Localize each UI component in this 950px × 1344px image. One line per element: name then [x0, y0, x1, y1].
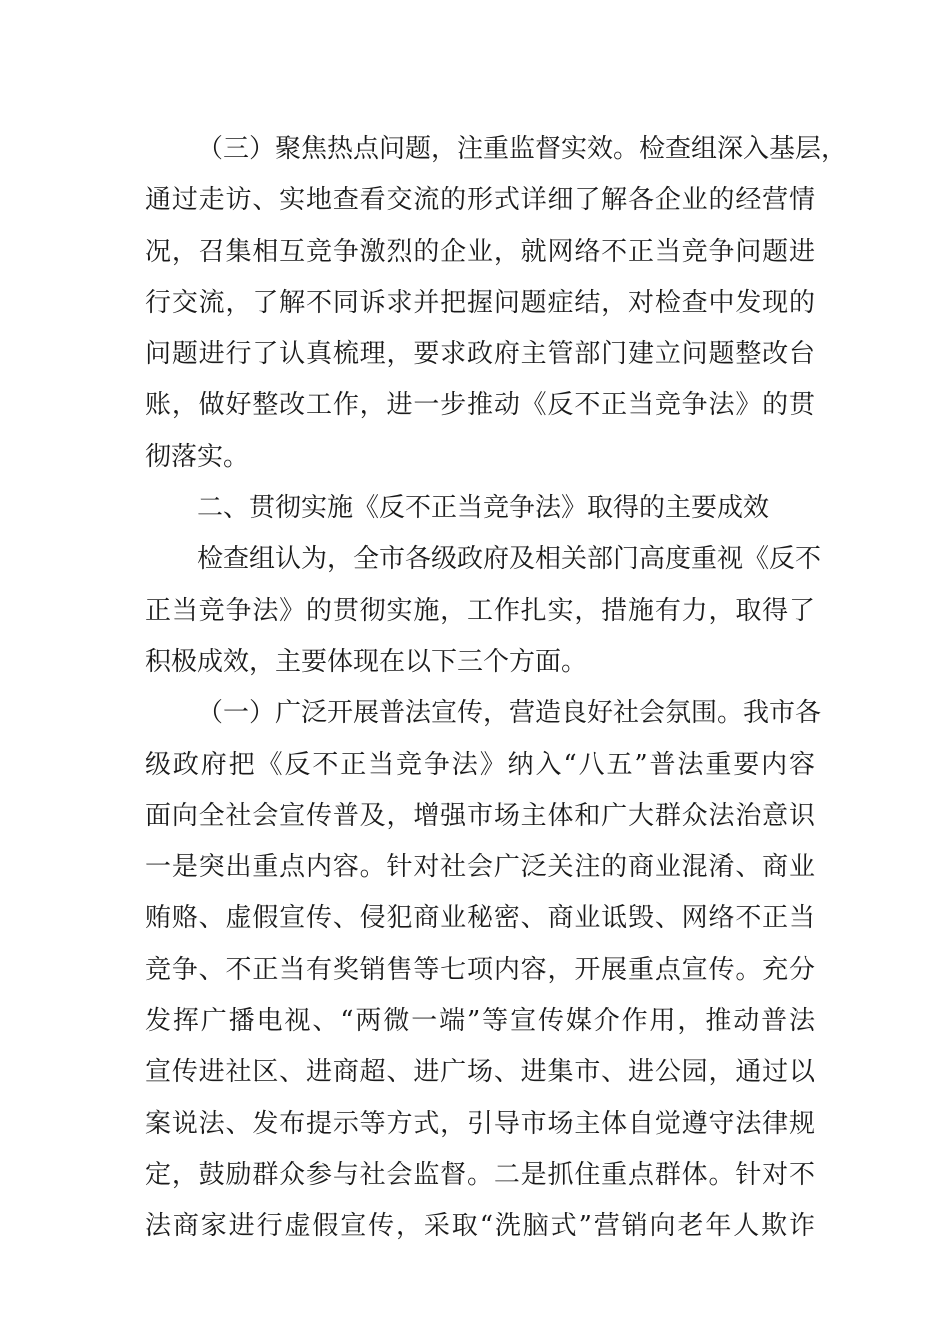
text-line: 彻落实。 — [145, 441, 250, 472]
text-line: 竞争、不正当有奖销售等七项内容，开展重点宣传。充分 — [145, 954, 815, 985]
text-line: 定，鼓励群众参与社会监督。二是抓住重点群体。针对不 — [145, 1159, 815, 1190]
text-line: 宣传进社区、进商超、进广场、进集市、进公园，通过以 — [145, 1057, 815, 1088]
text-line: 积极成效，主要体现在以下三个方面。 — [145, 646, 588, 677]
text-line: 法商家进行虚假宣传，采取“洗脑式”营销向老年人欺诈 — [145, 1211, 815, 1242]
text-line: 正当竞争法》的贯彻实施，工作扎实，措施有力，取得了 — [145, 595, 815, 626]
text-line: 一是突出重点内容。针对社会广泛关注的商业混淆、商业 — [145, 852, 815, 883]
text-line: 面向全社会宣传普及，增强市场主体和广大群众法治意识 — [145, 800, 815, 831]
text-line: 账，做好整改工作，进一步推动《反不正当竞争法》的贯 — [145, 390, 815, 421]
text-line: 通过走访、实地查看交流的形式详细了解各企业的经营情 — [145, 185, 815, 216]
text-line: （一）广泛开展普法宣传，营造良好社会氛围。我市各 — [197, 698, 822, 729]
text-line: 贿赂、虚假宣传、侵犯商业秘密、商业诋毁、网络不正当 — [145, 903, 815, 934]
text-line: （三）聚焦热点问题，注重监督实效。检查组深入基层， — [197, 134, 848, 164]
text-line: 行交流，了解不同诉求并把握问题症结，对检查中发现的 — [145, 287, 815, 318]
text-line: 案说法、发布提示等方式，引导市场主体自觉遵守法律规 — [145, 1108, 815, 1139]
text-line: 二、贯彻实施《反不正当竞争法》取得的主要成效 — [197, 493, 770, 524]
text-line: 检查组认为，全市各级政府及相关部门高度重视《反不 — [197, 544, 822, 575]
text-line: 问题进行了认真梳理，要求政府主管部门建立问题整改台 — [145, 339, 815, 370]
text-line: 发挥广播电视、“两微一端”等宣传媒介作用，推动普法 — [145, 1006, 815, 1037]
document-body — [145, 124, 848, 1253]
text-line: 级政府把《反不正当竞争法》纳入“八五”普法重要内容 — [145, 749, 815, 780]
text-line: 况，召集相互竞争激烈的企业，就网络不正当竞争问题进 — [145, 236, 815, 267]
